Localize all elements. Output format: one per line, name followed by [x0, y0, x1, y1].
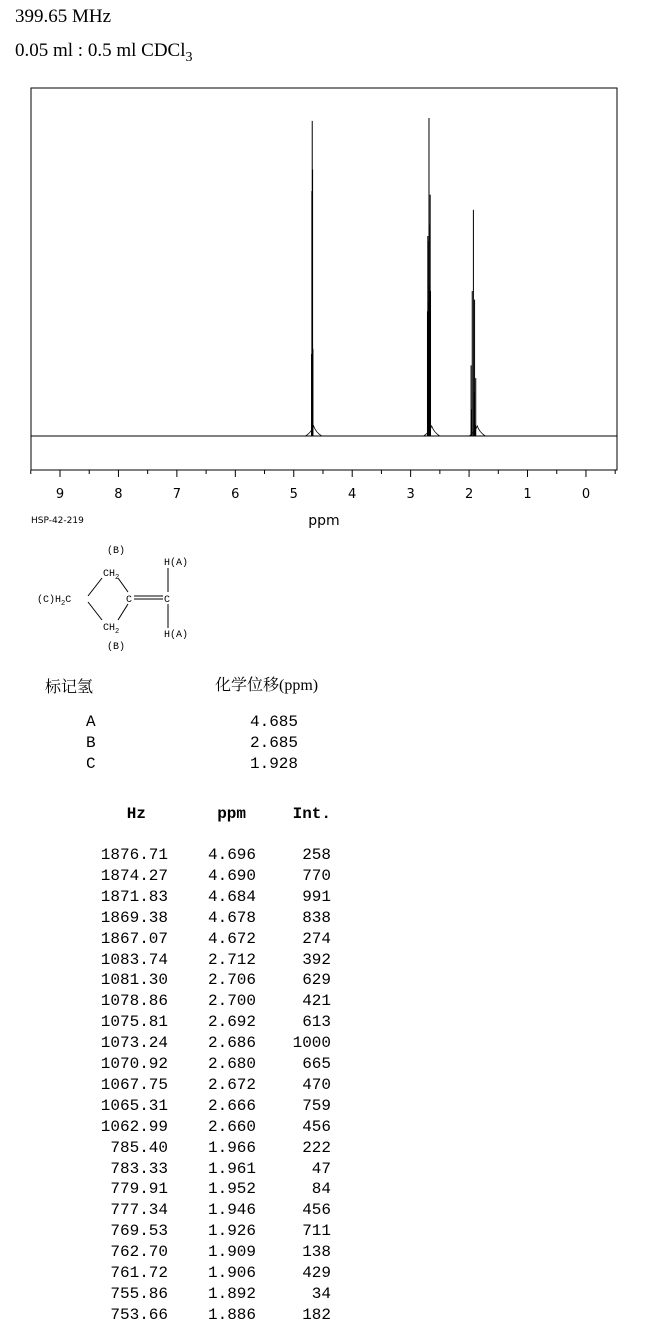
peak-row — [86, 867, 346, 887]
peak-int: 456 — [302, 1117, 331, 1136]
peak-row — [86, 1222, 346, 1242]
spectrometer-frequency: 399.65 MHz — [15, 6, 112, 27]
assignment-label-header: 标记氢 — [45, 679, 94, 696]
peak-row — [86, 1285, 346, 1305]
ch2-top: $CH_2$ — [103, 569, 120, 582]
peak-row — [86, 846, 346, 866]
peak-int: 392 — [302, 950, 331, 969]
header-hz: Hz — [126, 805, 146, 823]
peak-hz: 1871.83 — [100, 887, 168, 906]
peak-row — [86, 1013, 346, 1033]
sample-solvent — [15, 40, 193, 66]
peak-hz: 777.34 — [110, 1201, 168, 1220]
x-tick-label: 2 — [464, 487, 474, 502]
x-tick-label: 0 — [581, 487, 591, 502]
peak-int: 613 — [302, 1013, 331, 1032]
peak-row — [86, 888, 346, 908]
assignment-shift: 2.685 — [249, 734, 298, 752]
peak-row — [86, 992, 346, 1012]
x-tick-label: 9 — [55, 487, 65, 502]
peak-int: 770 — [302, 866, 331, 885]
peak-ppm: 1.946 — [207, 1201, 256, 1220]
peak-ppm: 4.690 — [207, 866, 256, 885]
peak-int: 84 — [311, 1180, 331, 1199]
peak-int: 470 — [302, 1075, 331, 1094]
x-tick-label: 8 — [114, 487, 123, 502]
peak-ppm: 1.906 — [207, 1264, 256, 1282]
peak-row — [86, 1180, 346, 1200]
peak-ppm: 2.686 — [207, 1034, 256, 1053]
peak-row — [86, 909, 346, 929]
x-tick-label: 3 — [406, 487, 415, 502]
assignment-row — [86, 755, 306, 775]
label-b-top: (B) — [107, 546, 126, 557]
peak-ppm: 2.660 — [207, 1117, 256, 1136]
assignment-shift-header: 化学位移(ppm) — [215, 677, 319, 694]
peak-row — [86, 1160, 346, 1180]
x-tick-label: 7 — [172, 487, 182, 502]
peak-ppm: 1.886 — [207, 1305, 256, 1324]
peak-row — [86, 951, 346, 971]
peak-hz: 769.53 — [110, 1222, 168, 1241]
peak-ppm: 1.926 — [207, 1222, 256, 1241]
peak-int: 429 — [302, 1264, 331, 1282]
peak-int: 421 — [302, 992, 331, 1011]
header-int: Int. — [292, 805, 331, 823]
peak-ppm: 4.684 — [207, 887, 256, 906]
peak-ppm: 2.666 — [207, 1096, 256, 1115]
assignment-label: C — [86, 755, 96, 773]
peak-ppm: 1.961 — [207, 1159, 256, 1178]
spectrum-code: HSP-42-219 — [31, 516, 84, 526]
peak-int: 138 — [302, 1243, 331, 1262]
peak-int: 1000 — [292, 1034, 331, 1053]
methylene-carbon: C — [164, 595, 171, 606]
molecule-structure — [30, 540, 230, 655]
peak-hz: 761.72 — [110, 1264, 168, 1282]
peak-foot — [306, 426, 322, 436]
peak-ppm: 1.952 — [207, 1180, 256, 1199]
peak-hz: 1070.92 — [100, 1055, 168, 1073]
x-tick-label: 1 — [523, 487, 532, 502]
peak-hz: 1081.30 — [100, 971, 168, 990]
peak-int: 34 — [311, 1284, 331, 1303]
peak-hz: 1874.27 — [100, 866, 168, 885]
x-tick-label: 5 — [289, 487, 298, 502]
assignment-row — [86, 734, 306, 754]
peak-row — [86, 1076, 346, 1096]
solvent-text: 0.05 ml : 0.5 ml CDCl — [15, 40, 186, 61]
nmr-spectrum-chart — [0, 80, 652, 532]
peak-hz: 785.40 — [110, 1138, 168, 1157]
peak-hz: 1075.81 — [100, 1013, 168, 1032]
label-c: $(C)H_2C$ — [37, 595, 72, 608]
x-tick-label: 4 — [348, 487, 357, 502]
peak-int: 182 — [302, 1305, 331, 1324]
peak-int: 629 — [302, 971, 331, 990]
assignment-label: A — [86, 713, 96, 731]
peak-int: 711 — [302, 1222, 331, 1241]
peak-hz: 783.33 — [110, 1159, 168, 1178]
x-axis-label: ppm — [308, 513, 340, 529]
x-tick-label: 6 — [231, 487, 240, 502]
peak-hz: 1073.24 — [100, 1034, 168, 1053]
assignment-shift: 4.685 — [249, 713, 298, 731]
ch2-bottom: $CH_2$ — [103, 623, 120, 636]
peak-ppm: 2.712 — [207, 950, 256, 969]
peak-foot — [424, 426, 440, 436]
peak-row — [86, 1118, 346, 1138]
peak-int: 47 — [311, 1159, 331, 1178]
peak-hz: 755.86 — [110, 1284, 168, 1303]
solvent-subscript: 3 — [185, 49, 193, 65]
header-ppm: ppm — [217, 805, 246, 823]
peak-hz: 1067.75 — [100, 1075, 168, 1094]
peak-int: 759 — [302, 1096, 331, 1115]
peak-hz: 1869.38 — [100, 908, 168, 927]
peak-row — [86, 1139, 346, 1159]
center-carbon: C — [126, 595, 133, 606]
peak-hz: 1062.99 — [100, 1117, 168, 1136]
peak-hz: 753.66 — [110, 1305, 168, 1324]
peak-ppm: 4.672 — [207, 929, 256, 948]
peak-ppm: 1.966 — [207, 1138, 256, 1157]
assignment-shift: 1.928 — [249, 755, 298, 773]
peak-hz: 779.91 — [110, 1180, 168, 1199]
assignment-label: B — [86, 734, 96, 752]
peak-ppm: 4.696 — [207, 846, 256, 864]
peak-hz: 1065.31 — [100, 1096, 168, 1115]
peak-ppm: 4.678 — [207, 908, 256, 927]
peak-ppm: 2.692 — [207, 1013, 256, 1032]
label-b-bottom: (B) — [107, 642, 126, 653]
peak-ppm: 2.700 — [207, 992, 256, 1011]
peak-row — [86, 1306, 346, 1326]
peak-hz: 1876.71 — [100, 846, 168, 864]
peak-ppm: 1.892 — [207, 1284, 256, 1303]
peak-row — [86, 1264, 346, 1284]
peak-int: 274 — [302, 929, 331, 948]
peak-row — [86, 930, 346, 950]
peak-row — [86, 1243, 346, 1263]
peaks-layer — [306, 118, 486, 436]
plot-frame — [31, 88, 617, 470]
peak-int: 838 — [302, 908, 331, 927]
peak-hz: 1867.07 — [100, 929, 168, 948]
peak-int: 665 — [302, 1055, 331, 1073]
peak-hz: 1078.86 — [100, 992, 168, 1011]
peak-ppm: 2.672 — [207, 1075, 256, 1094]
peak-row — [86, 971, 346, 991]
peak-int: 222 — [302, 1138, 331, 1157]
peak-row — [86, 1034, 346, 1054]
assignment-row — [86, 713, 306, 733]
peak-row — [86, 1097, 346, 1117]
h-bottom: H(A) — [164, 630, 189, 641]
peak-int: 991 — [302, 887, 331, 906]
peak-int: 456 — [302, 1201, 331, 1220]
peak-hz: 1083.74 — [100, 950, 168, 969]
peak-row — [86, 1055, 346, 1075]
h-top: H(A) — [164, 558, 189, 569]
peak-ppm: 2.706 — [207, 971, 256, 990]
peak-int: 258 — [302, 846, 331, 864]
peak-hz: 762.70 — [110, 1243, 168, 1262]
peak-ppm: 1.909 — [207, 1243, 256, 1262]
x-axis — [31, 470, 615, 502]
peak-row — [86, 1201, 346, 1221]
peak-ppm: 2.680 — [207, 1055, 256, 1073]
